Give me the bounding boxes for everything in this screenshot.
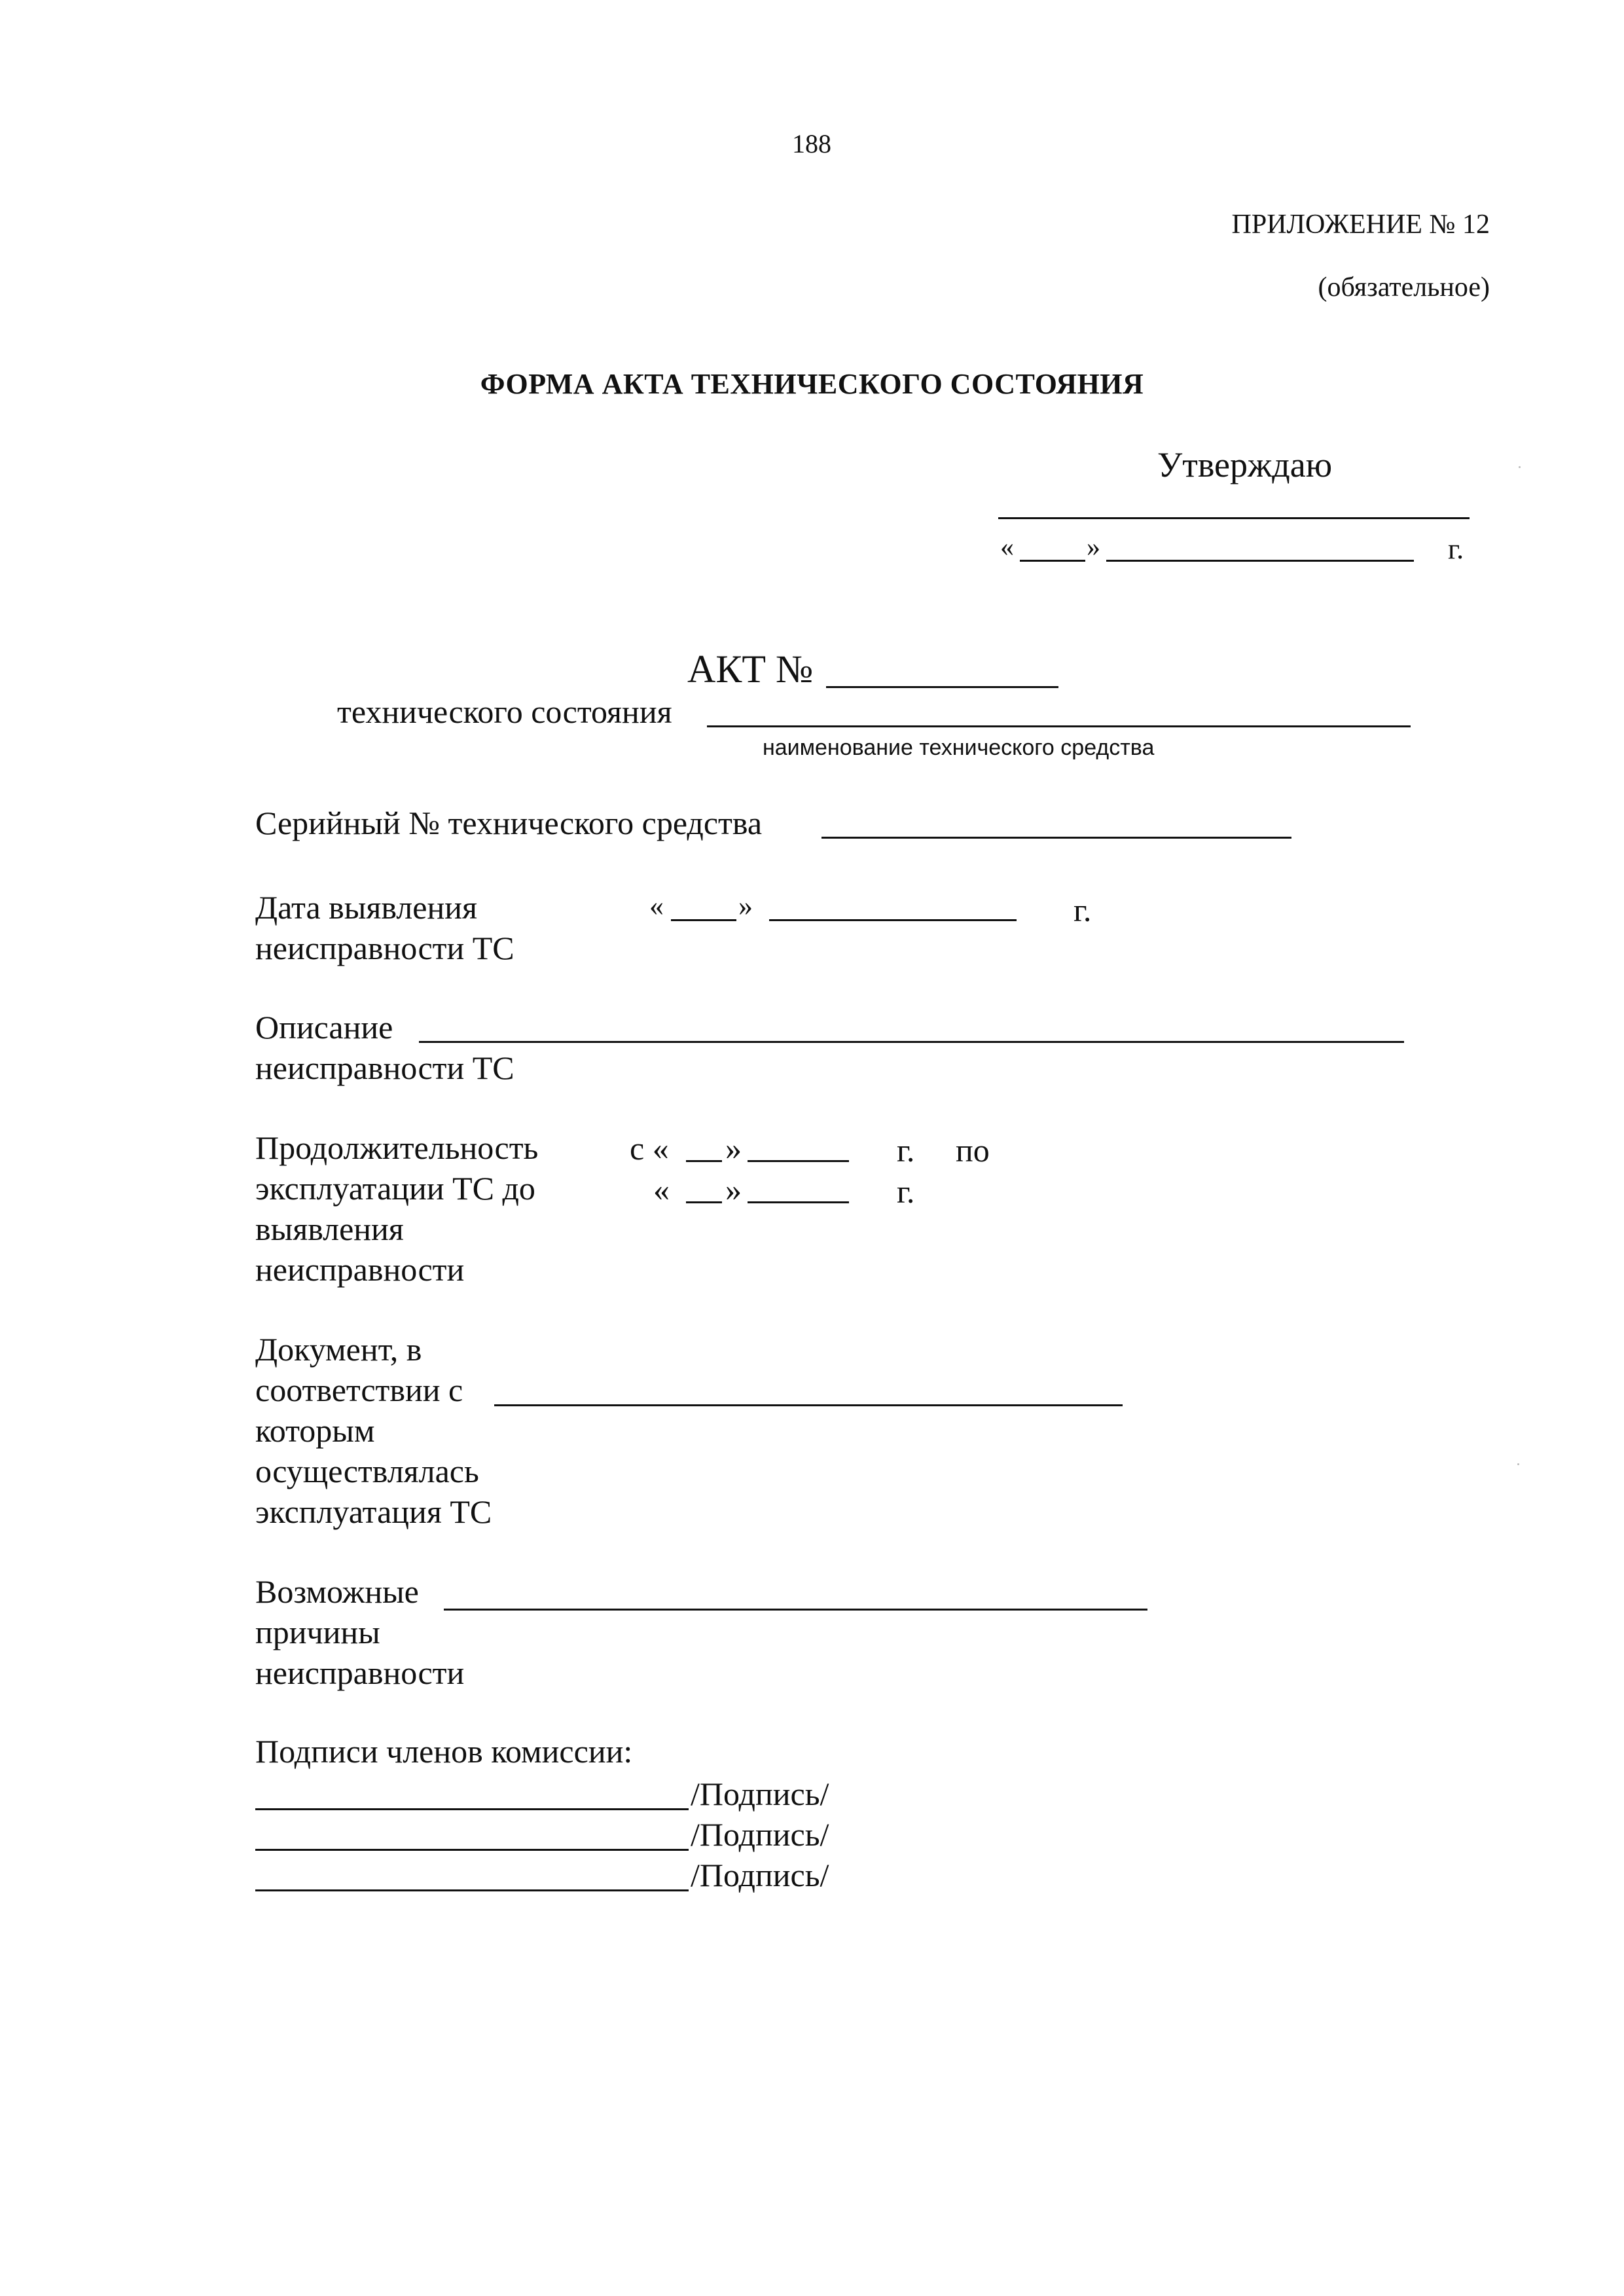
description-label-line-2: неисправности ТС [255,1049,514,1086]
approval-date-close-quote: » [1087,532,1100,562]
act-subject-hint: наименование технического средства [763,735,1155,760]
fault-day-line[interactable] [671,919,736,921]
approver-signature-line[interactable] [998,517,1470,519]
signature-label-1: /Подпись/ [691,1776,829,1812]
approval-day-line[interactable] [1020,560,1085,562]
causes-label [255,1571,464,1693]
duration-label-line-2: эксплуатации ТС до [255,1170,535,1207]
approval-label: Утверждаю [1157,445,1333,484]
duration-to-word: по [956,1132,990,1169]
duration-to-open-quote: « [653,1171,670,1208]
appendix-status: (обязательное) [1318,272,1490,302]
approval-year-suffix: г. [1448,533,1464,565]
signature-line-2[interactable] [255,1849,689,1851]
document-label-line-3: которым [255,1412,375,1449]
document-line[interactable] [494,1404,1123,1406]
approval-month-line[interactable] [1106,560,1414,562]
duration-from-month-line[interactable] [748,1160,849,1162]
duration-from-day-line[interactable] [686,1160,722,1162]
page-number: 188 [792,129,831,158]
document-label-line-2: соответствии с [255,1372,463,1408]
fault-date-label-line-2: неисправности ТС [255,930,514,966]
duration-label [255,1127,538,1290]
duration-label-line-3: выявления [255,1211,404,1247]
signature-line-1[interactable] [255,1808,689,1810]
document-label-line-4: осуществлялась [255,1453,479,1489]
serial-number-label: Серийный № технического средства [255,805,763,841]
signatures-heading: Подписи членов комиссии: [255,1733,633,1770]
fault-date-open-quote: « [649,890,664,922]
causes-line[interactable] [444,1609,1147,1611]
duration-to-day-line[interactable] [686,1201,722,1203]
fault-date-year-suffix: г. [1074,892,1092,928]
approval-date-open-quote: « [1000,532,1014,562]
appendix-label: ПРИЛОЖЕНИЕ № 12 [1231,210,1490,240]
duration-from-prefix: с « [630,1130,669,1167]
description-label [255,1007,514,1088]
serial-number-line[interactable] [821,837,1291,839]
signature-label-2: /Подпись/ [691,1816,829,1853]
scan-speck [1519,466,1521,468]
description-label-line-1: Описание [255,1009,393,1046]
signature-line-3[interactable] [255,1889,689,1891]
duration-to-year-suffix: г. [897,1173,915,1210]
scan-speck [1517,1463,1519,1465]
duration-label-line-1: Продолжительность [255,1129,539,1166]
document-label-line-1: Документ, в [255,1331,422,1368]
fault-month-line[interactable] [769,919,1017,921]
fault-date-label-line-1: Дата выявления [255,889,477,926]
causes-label-line-1: Возможные [255,1573,419,1610]
document-label-line-5: эксплуатация ТС [255,1493,492,1530]
duration-label-line-4: неисправности [255,1251,465,1288]
act-heading: АКТ № [687,647,814,691]
duration-to-close-quote: » [725,1171,742,1208]
act-number-line[interactable] [826,686,1058,688]
causes-label-line-2: причины [255,1614,380,1650]
duration-to-month-line[interactable] [748,1201,849,1203]
causes-label-line-3: неисправности [255,1654,465,1691]
document-label [255,1329,492,1532]
fault-date-close-quote: » [738,890,753,922]
signature-label-3: /Подпись/ [691,1857,829,1893]
fault-date-label [255,887,514,968]
form-title: ФОРМА АКТА ТЕХНИЧЕСКОГО СОСТОЯНИЯ [480,368,1144,400]
description-line[interactable] [419,1041,1404,1043]
duration-from-year-suffix: г. [897,1132,915,1169]
act-subject-line[interactable] [707,725,1411,727]
duration-from-close-quote: » [725,1130,742,1167]
act-subject-label: технического состояния [337,693,672,730]
